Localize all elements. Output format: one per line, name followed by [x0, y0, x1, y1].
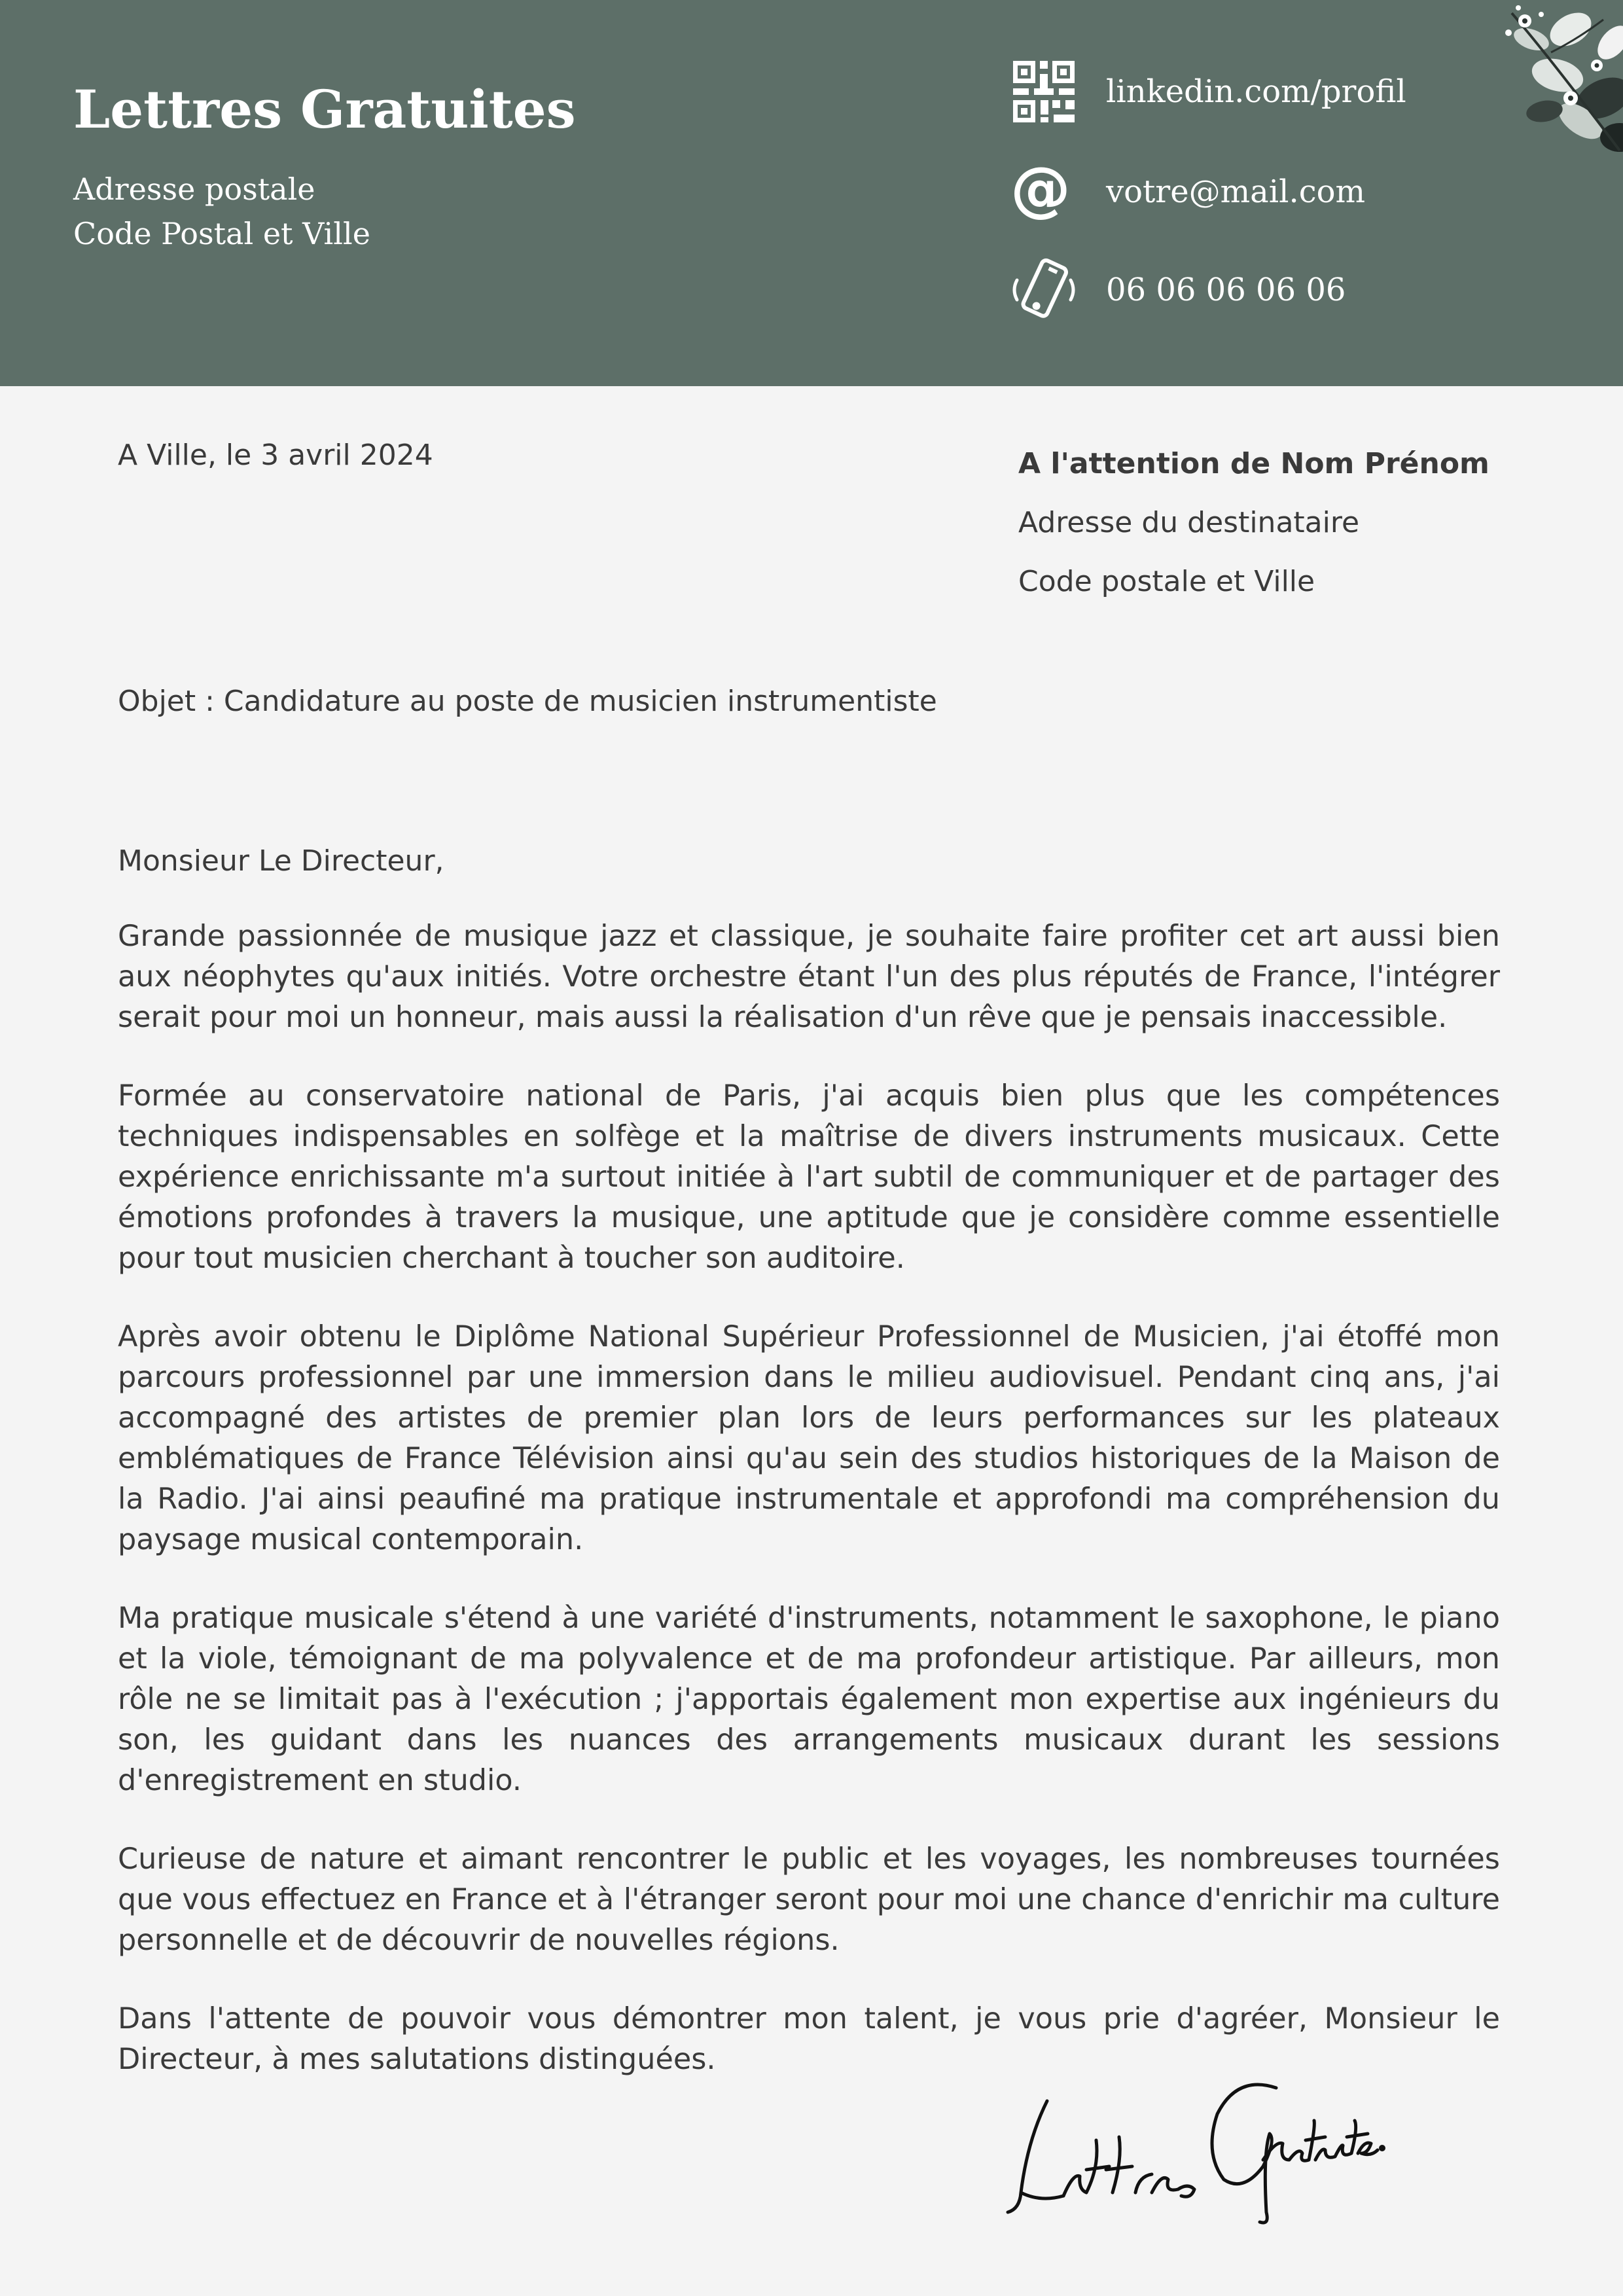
recipient-address: Adresse du destinataire [1018, 506, 1360, 539]
floral-ornament [1472, 0, 1623, 157]
body-paragraph: Formée au conservatoire national de Paris, j'ai acquis bien plus que les compétences techniques indispensables en solfège et la maîtrise de divers instruments musicaux. Cette expérience enrichissante m'a surtout initiée à l'art subtil de communiquer et de partager des émotions profondes à travers la musique, une aptitude que je considère comme essentielle pour tout musicien cherchant à toucher son auditoire. [118, 1079, 1500, 1275]
recipient-name: A l'attention de Nom Prénom [1018, 447, 1489, 480]
phone-text[interactable]: 06 06 06 06 06 [1106, 272, 1346, 308]
handwritten-signature [1001, 2062, 1387, 2232]
svg-text:@: @ [1010, 156, 1071, 224]
body-paragraph: Ma pratique musicale s'étend à une variété d'instruments, notamment le saxophone, le piano et la viole, témoignant de ma polyvalence et de ma profondeur artistique. Par ailleurs, mon rôle ne se limitait pas à l'exécution ; j'apportais également mon expertise aux ingénieurs du son, les guidant dans les nuances des arrangements musicaux durant les sessions d'enregistrement en studio. [118, 1602, 1500, 1797]
qr-code-icon [1008, 56, 1080, 128]
body-paragraph: Curieuse de nature et aimant rencontrer le public et les voyages, les nombreuses tournées que vous effectuez en France et à l'étranger seront pour moi une chance d'enrichir ma culture personnelle et de découvrir de nouvelles régions. [118, 1842, 1500, 1957]
contact-phone [1008, 254, 1505, 326]
at-sign-icon [1008, 156, 1080, 228]
letter-date: A Ville, le 3 avril 2024 [118, 439, 433, 472]
contact-linkedin [1008, 56, 1505, 128]
sender-city-line: Code Postal et Ville [73, 216, 370, 251]
letter-subject: Objet : Candidature au poste de musicien instrumentiste [118, 685, 937, 718]
linkedin-text[interactable]: linkedin.com/profil [1106, 73, 1406, 110]
letter-body [118, 916, 1500, 2118]
mobile-phone-icon [1008, 254, 1080, 326]
sender-address [73, 167, 370, 256]
letter-salutation: Monsieur Le Directeur, [118, 844, 444, 878]
sender-name: Lettres Gratuites [73, 79, 576, 140]
letter-header [0, 0, 1623, 386]
body-paragraph: Après avoir obtenu le Diplôme National Supérieur Professionnel de Musicien, j'ai étoffé mon parcours professionnel par une immersion dans le milieu audiovisuel. Pendant cinq ans, j'ai accompagné des artistes de premier plan lors de leurs performances sur les plateaux emblématiques de France Télévision ainsi qu'au sein des studios historiques de la Maison de la Radio. J'ai ainsi peaufiné ma pratique instrumentale et approfondi ma compréhension du paysage musical contemporain. [118, 1320, 1500, 1556]
sender-address-line: Adresse postale [73, 171, 315, 207]
body-paragraph: Grande passionnée de musique jazz et classique, je souhaite faire profiter cet art aussi bien aux néophytes qu'aux initiés. Votre orchestre étant l'un des plus réputés de France, l'intégrer serait pour moi un honneur, mais aussi la réalisation d'un rêve que je pensais inaccessible. [118, 920, 1500, 1034]
contact-email [1008, 156, 1505, 228]
body-paragraph: Dans l'attente de pouvoir vous démontrer mon talent, je vous prie d'agréer, Monsieur le Directeur, à mes salutations distinguées. [118, 2002, 1500, 2076]
recipient-block [1018, 435, 1489, 611]
email-text[interactable]: votre@mail.com [1106, 173, 1366, 210]
recipient-city: Code postale et Ville [1018, 565, 1315, 598]
